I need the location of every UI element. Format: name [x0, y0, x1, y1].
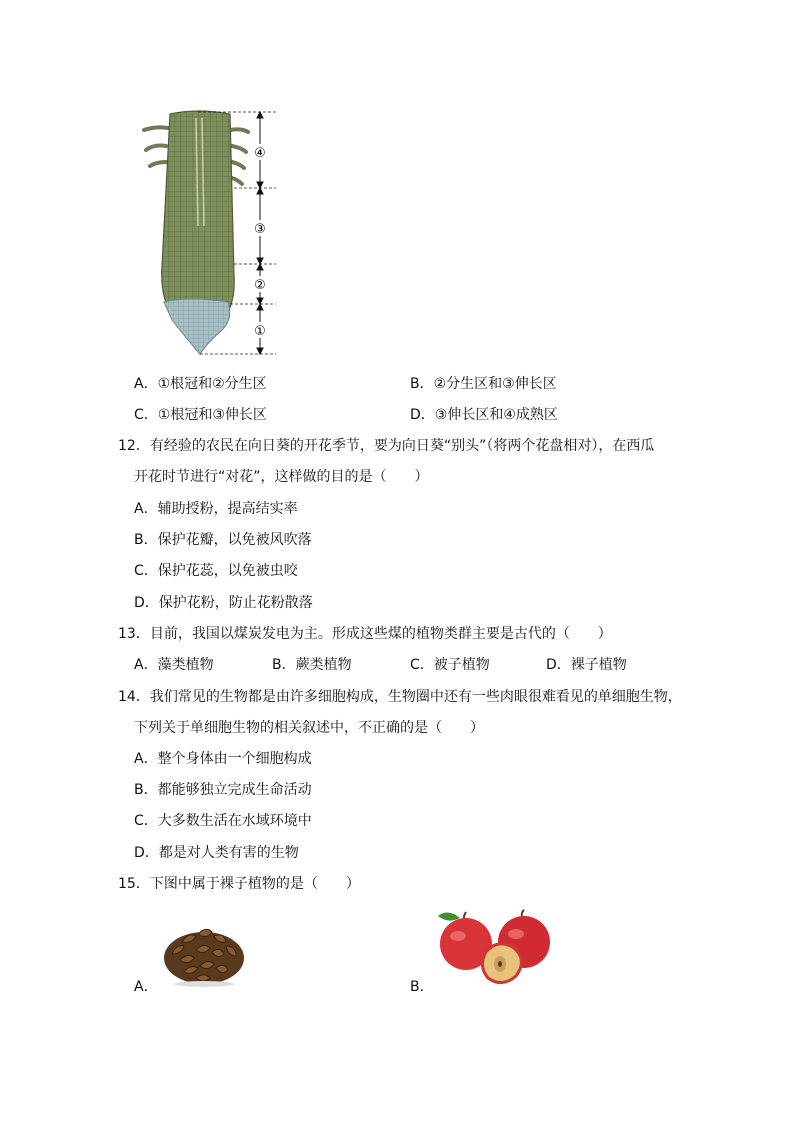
q14-stem-line1: 14．我们常见的生物都是由许多细胞构成，生物圈中还有一些肉眼很难看见的单细胞生物，	[118, 689, 682, 705]
q13-option-b[interactable]: B．蕨类植物	[272, 657, 352, 673]
root-cap	[164, 299, 230, 354]
q15-option-b[interactable]: B．	[410, 979, 434, 995]
q12-stem-line2: 开花时节进行“对花”，这样做的目的是（ ）	[134, 469, 429, 485]
q11-option-a[interactable]: A．①根冠和②分生区	[134, 376, 267, 392]
q13-stem: 13．目前，我国以煤炭发电为主。形成这些煤的植物类群主要是古代的（ ）	[118, 626, 612, 642]
label-zone-2: ②	[254, 278, 266, 293]
q13-option-a[interactable]: A．藻类植物	[134, 657, 214, 673]
q12-option-d[interactable]: D．保护花粉，防止花粉散落	[134, 595, 313, 611]
leaf-icon	[438, 912, 460, 920]
pine-cone-image[interactable]	[162, 920, 246, 988]
q12-option-b[interactable]: B．保护花瓣，以免被风吹落	[134, 532, 312, 548]
q13-option-d[interactable]: D．裸子植物	[546, 657, 627, 673]
label-zone-3: ③	[254, 222, 266, 237]
q13-option-c[interactable]: C．被子植物	[410, 657, 490, 673]
q11-option-c[interactable]: C．①根冠和③伸长区	[134, 407, 267, 423]
q12-stem-line1: 12．有经验的农民在向日葵的开花季节，要为向日葵“别头”（将两个花盘相对），在西瓜	[118, 438, 655, 454]
q14-option-c[interactable]: C．大多数生活在水域环境中	[134, 813, 312, 829]
apples-image[interactable]	[436, 908, 554, 986]
q14-option-d[interactable]: D．都是对人类有害的生物	[134, 845, 299, 861]
label-zone-1: ①	[254, 324, 266, 339]
label-zone-4: ④	[254, 146, 266, 161]
q12-option-a[interactable]: A．辅助授粉，提高结实率	[134, 501, 298, 517]
q14-option-a[interactable]: A．整个身体由一个细胞构成	[134, 751, 312, 767]
q11-option-b[interactable]: B．②分生区和③伸长区	[410, 376, 557, 392]
q14-option-b[interactable]: B．都能够独立完成生命活动	[134, 782, 312, 798]
q12-option-c[interactable]: C．保护花蕊，以免被虫咬	[134, 563, 298, 579]
q14-stem-line2: 下列关于单细胞生物的相关叙述中，不正确的是（ ）	[134, 720, 484, 736]
q15-option-a[interactable]: A．	[134, 979, 158, 995]
root-tip-diagram	[138, 106, 288, 358]
q11-option-d[interactable]: D．③伸长区和④成熟区	[410, 407, 558, 423]
q15-stem: 15．下图中属于裸子植物的是（ ）	[118, 876, 360, 892]
